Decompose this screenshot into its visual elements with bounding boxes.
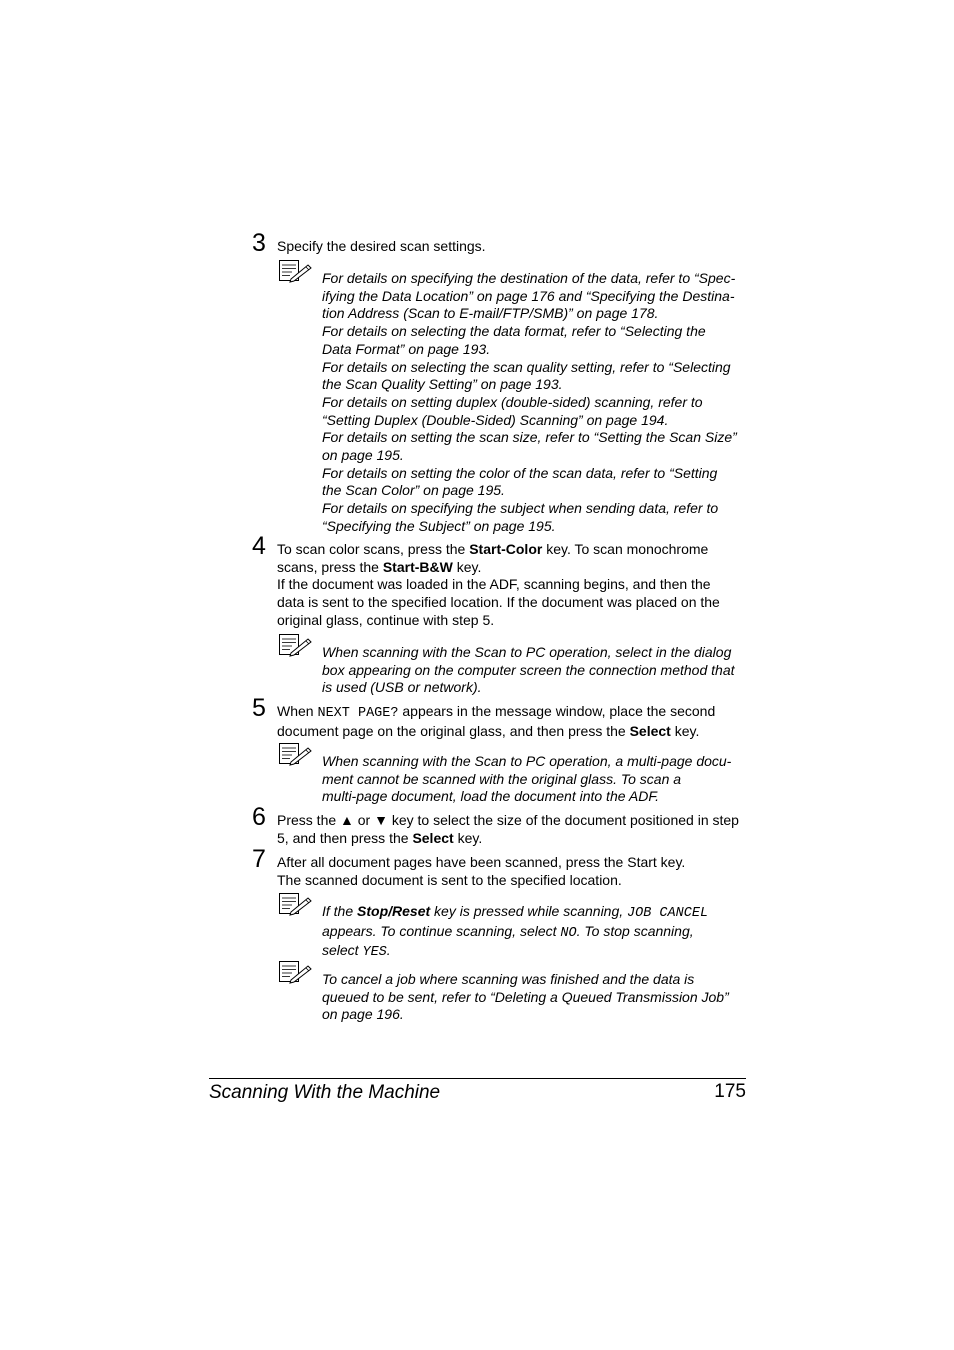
note-text: To cancel a job where scanning was finished and the data is queued to be sent, refer to “Deleting a Queued Transmission Job” on page 196.: [322, 971, 729, 1023]
step-number: 7: [252, 845, 266, 873]
step-number: 3: [252, 229, 266, 257]
step-number: 4: [252, 532, 266, 560]
step-number: 6: [252, 803, 266, 831]
message-job-cancel: JOB CANCEL: [627, 906, 709, 921]
step-text: When NEXT PAGE? appears in the message window, place the second document page on the original glass, and then press the Select key.: [277, 703, 716, 739]
stop-reset-key: Stop/Reset: [357, 903, 431, 919]
note-text: If the Stop/Reset key is pressed while scanning, JOB CANCEL appears. To continue scanning, select NO. To stop scanning, select YES.: [322, 903, 709, 961]
note-pencil-icon: [278, 259, 312, 283]
start-color-key: Start-Color: [469, 541, 543, 557]
message-next-page: NEXT PAGE?: [317, 706, 399, 721]
step-text: Press the ▲ or ▼ key to select the size of the document positioned in step 5, and then press the Select key.: [277, 812, 739, 846]
note-pencil-icon: [278, 892, 312, 916]
footer-title: Scanning With the Machine: [209, 1082, 441, 1103]
step-number: 5: [252, 694, 266, 722]
option-no: NO: [560, 925, 577, 941]
select-key: Select: [412, 829, 454, 846]
page-number: 175: [714, 1081, 746, 1102]
step-text: To scan color scans, press the Start-Color key. To scan monochrome scans, press the Start-B&W key. If the document was loaded in the ADF, scanning begins, and then the data is sent to the specified location. If the document was placed on the original glass, continue with step 5.: [277, 541, 720, 628]
select-key: Select: [629, 722, 671, 739]
start-bw-key: Start-B&W: [382, 558, 453, 575]
note-pencil-icon: [278, 633, 312, 657]
footer-rule: [209, 1078, 746, 1079]
step-text: Specify the desired scan settings.: [277, 238, 486, 254]
option-yes: YES: [362, 945, 387, 961]
note-text: When scanning with the Scan to PC operation, select in the dialog box appearing on the computer screen the connection method that is used (USB or network).: [322, 644, 735, 696]
note-pencil-icon: [278, 742, 312, 766]
note-text: For details on specifying the destination of the data, refer to “Spec- ifying the Data Location” on page 176 and “Specifying the Destina- tion Address (Scan to E-mail/FTP/SMB)” on page 178. For details on selecting the data format, refer to “Selecting the Data Format” on page 193. For details on selecting the scan quality setting, refer to “Selecting the Scan Quality Setting” on page 193. For details on setting duplex (double-sided) scanning, refer to “Setting Duplex (Double-Sided) Scanning” on page 194. For details on setting the scan size, refer to “Setting the Scan Size” on page 195. For details on setting the color of the scan data, refer to “Setting the Scan Color” on page 195. For details on specifying the subject when sending data, refer to “Specifying the Subject” on page 195.: [322, 270, 737, 534]
step-text: After all document pages have been scanned, press the Start key. The scanned document is sent to the specified location.: [277, 854, 686, 888]
note-pencil-icon: [278, 960, 312, 984]
note-text: When scanning with the Scan to PC operation, a multi-page docu- ment cannot be scanned with the original glass. To scan a multi-page document, load the document into the ADF.: [322, 753, 732, 805]
